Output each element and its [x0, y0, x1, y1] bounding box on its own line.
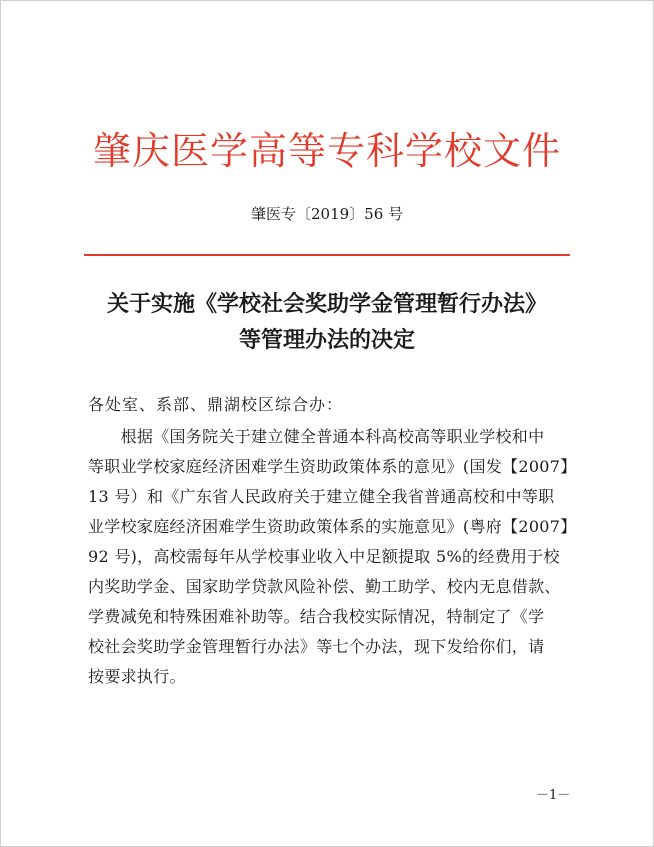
body-line: 13 号）和《广东省人民政府关于建立健全我省普通高校和中等职 [88, 487, 555, 506]
body-paragraph [88, 422, 588, 692]
page-number: －1－ [536, 788, 571, 803]
body-line: 等职业学校家庭经济困难学生资助政策体系的意见》(国发【2007】 [88, 457, 577, 476]
document-number: 肇医专〔2019〕56 号 [250, 205, 404, 223]
red-separator-line [84, 254, 570, 256]
document-header-title: 肇庆医学高等专科学校文件 [92, 129, 561, 173]
document-title-line-1: 关于实施《学校社会奖助学金管理暂行办法》 [106, 291, 547, 317]
body-line: 按要求执行。 [88, 667, 186, 686]
document-title [0, 286, 654, 358]
body-line: 内奖助学金、国家助学贷款风险补偿、勤工助学、校内无息借款、 [88, 577, 561, 596]
body-line: 根据《国务院关于建立健全普通本科高校高等职业学校和中 [88, 427, 545, 446]
body-line: 校社会奖助学金管理暂行办法》等七个办法，现下发给你们，请 [88, 637, 545, 656]
body-line: 学费减免和特殊困难补助等。结合我校实际情况，特制定了《学 [88, 607, 545, 626]
document-title-line-2: 等管理办法的决定 [238, 327, 415, 353]
recipient-line: 各处室、系部、鼎湖校区综合办： [88, 395, 344, 414]
body-line: 92 号)，高校需每年从学校事业收入中足额提取 5%的经费用于校 [88, 547, 560, 566]
body-line: 业学校家庭经济困难学生资助政策体系的实施意见》(粤府【2007】 [88, 517, 577, 536]
